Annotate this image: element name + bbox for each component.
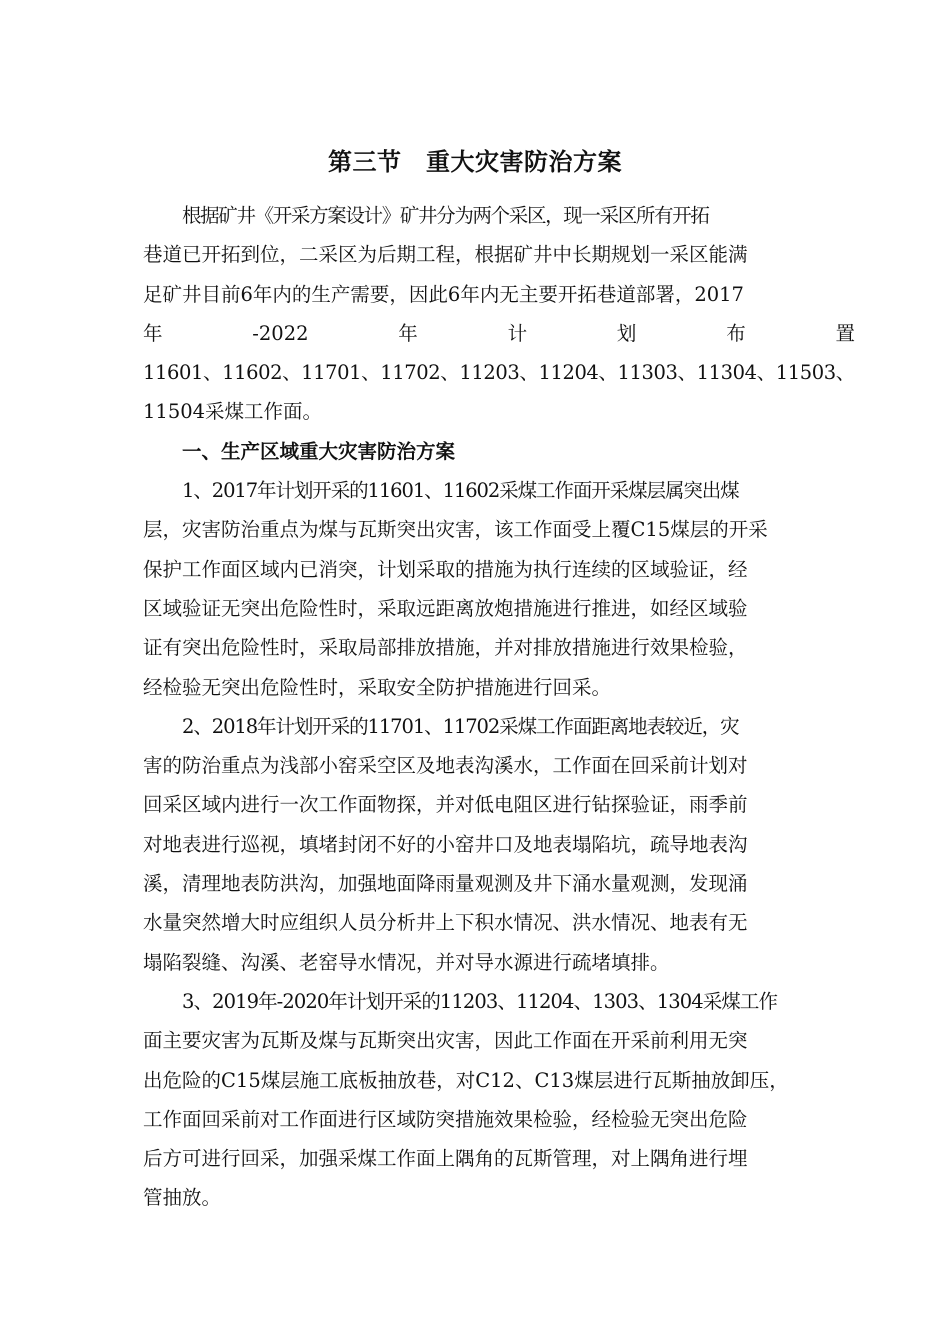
word: 置 <box>835 321 855 345</box>
text-line: 管抽放。 <box>143 1186 222 1210</box>
text-line: 根据矿井《开采方案设计》矿井分为两个采区，现一采区所有开拓 <box>182 204 709 227</box>
text-line: 11601、11602、11701、11702、11203、11204、11303、11304、11503、 <box>143 361 855 385</box>
text-line: 后方可进行回采，加强采煤工作面上隅角的瓦斯管理，对上隅角进行埋 <box>143 1147 748 1171</box>
text-line: 证有突出危险性时，采取局部排放措施，并对排放措施进行效果检验， <box>143 636 748 660</box>
text-line: 害的防治重点为浅部小窑采空区及地表沟溪水，工作面在回采前计划对 <box>143 754 748 778</box>
text-line: 巷道已开拓到位，二采区为后期工程，根据矿井中长期规划一采区能满 <box>143 243 748 267</box>
word: 布 <box>726 321 746 345</box>
text-line-justified <box>143 314 855 353</box>
text-line: 区域验证无突出危险性时，采取远距离放炮措施进行推进，如经区域验 <box>143 596 748 620</box>
text-line: 水量突然增大时应组织人员分析井上下积水情况、洪水情况、地表有无 <box>143 911 748 935</box>
word: 计 <box>507 321 528 345</box>
text-line: 层，灾害防治重点为煤与瓦斯突出灾害，该工作面受上覆C15煤层的开采 <box>143 518 768 542</box>
item-2-paragraph <box>143 707 855 982</box>
intro-paragraph <box>143 196 855 432</box>
text-line: 出危险的C15煤层施工底板抽放巷，对C12、C13煤层进行瓦斯抽放卸压， <box>143 1068 789 1092</box>
section-heading: 一、生产区域重大灾害防治方案 <box>182 439 456 463</box>
text-line: 塌陷裂缝、沟溪、老窑导水情况，并对导水源进行疏堵填排。 <box>143 950 670 974</box>
text-line: 回采区域内进行一次工作面物探，并对低电阻区进行钻探验证，雨季前 <box>143 793 748 817</box>
item-3-paragraph <box>143 982 855 1218</box>
text-line: 2、2018年计划开采的11701、11702采煤工作面距离地表较近，灾 <box>182 714 739 738</box>
document-body <box>143 196 855 1218</box>
word: 划 <box>616 321 637 345</box>
text-line: 保护工作面区域内已消突，计划采取的措施为执行连续的区域验证，经 <box>143 557 748 581</box>
text-line: 1、2017年计划开采的11601、11602采煤工作面开采煤层属突出煤 <box>182 479 739 503</box>
text-line: 工作面回采前对工作面进行区域防突措施效果检验，经检验无突出危险 <box>143 1107 748 1131</box>
item-1-paragraph <box>143 471 855 707</box>
text-line: 足矿井目前6年内的生产需要，因此6年内无主要开拓巷道部署，2017 <box>143 282 744 306</box>
word: 年 <box>143 321 163 345</box>
text-line: 面主要灾害为瓦斯及煤与瓦斯突出灾害，因此工作面在开采前利用无突 <box>143 1029 748 1053</box>
text-line: 溪，清理地表防洪沟，加强地面降雨量观测及井下涌水量观测，发现涌 <box>143 872 748 896</box>
section-title: 第三节 重大灾害防治方案 <box>328 148 622 176</box>
word: 年 <box>398 321 418 345</box>
text-line: 3、2019年-2020年计划开采的11203、11204、1303、1304采煤工作 <box>182 989 778 1013</box>
text-line: 经检验无突出危险性时，采取安全防护措施进行回采。 <box>143 675 612 699</box>
word: -2022 <box>252 321 309 345</box>
text-line: 11504采煤工作面。 <box>143 400 323 424</box>
text-line: 对地表进行巡视，填堵封闭不好的小窑井口及地表塌陷坑，疏导地表沟 <box>143 832 748 856</box>
